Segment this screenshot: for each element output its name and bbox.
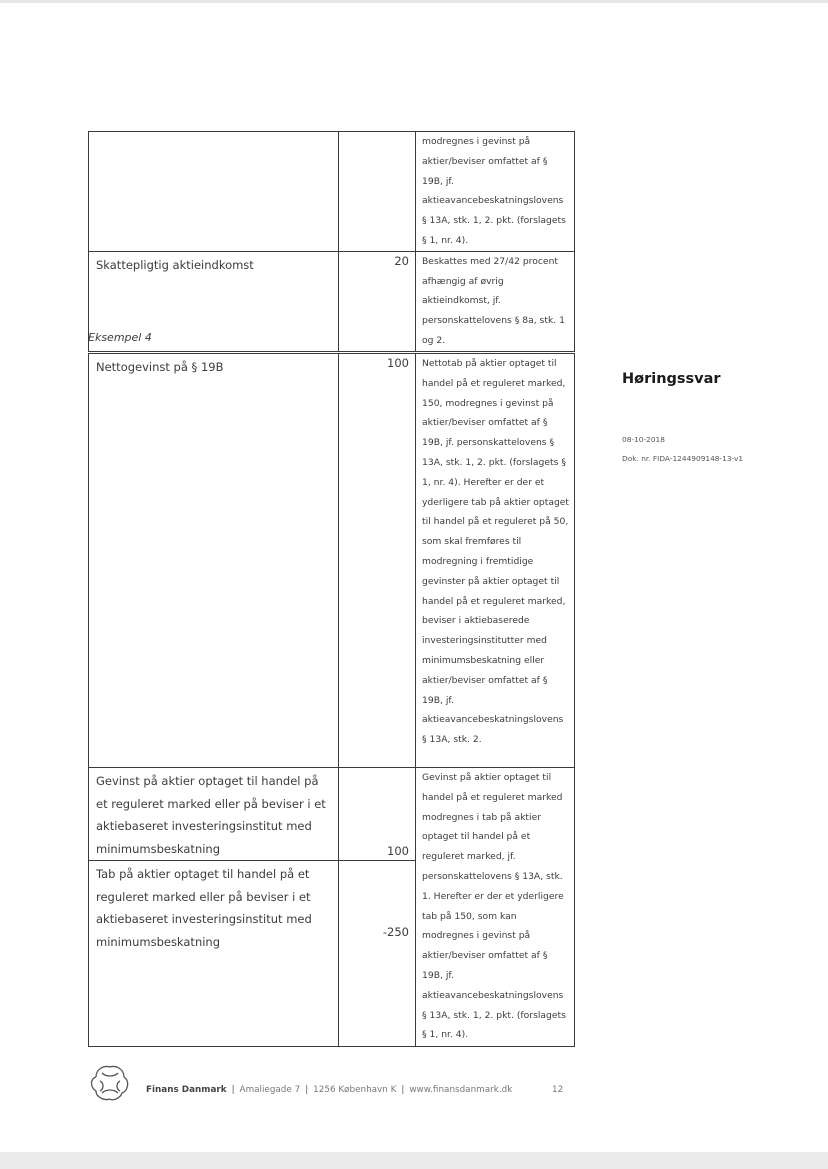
sidebar-document-number: Dok. nr. FIDA-1244909148-13-v1 [622, 454, 744, 463]
table-row [89, 354, 575, 768]
sidebar-date: 08-10-2018 [622, 435, 665, 444]
page-number: 12 [552, 1085, 564, 1095]
footer-address: Amaliegade 7 [239, 1085, 301, 1095]
table-row [89, 132, 575, 252]
footer-website-link[interactable]: www.finansdanmark.dk [409, 1085, 513, 1095]
row-amount: 20 [339, 251, 416, 351]
footer-separator: | [231, 1085, 235, 1095]
row-note: Beskattes med 27/42 procent afhængig af øvrig aktieindkomst, jf. personskattelovens § 8a, stk. 1 og 2. [416, 251, 575, 351]
row-amount: 100 [339, 354, 416, 768]
footer-city: 1256 København K [313, 1085, 397, 1095]
row-label: Tab på aktier optaget til handel på et reguleret marked eller på beviser i et aktiebaseret investeringsinstitut med minimumsbeskatning [89, 861, 339, 1047]
example-4-table [88, 353, 575, 1047]
finans-danmark-logo-icon [88, 1063, 132, 1103]
row-note: Nettotab på aktier optaget til handel på et reguleret marked, 150, modregnes i gevinst på aktier/beviser omfattet af § 19B, jf. personskattelovens § 13A, stk. 1, 2. pkt. (forslagets § 1, nr. 4). Herefter er der et yderligere tab på aktier optaget til handel på et reguleret på 50, som skal fremføres til modregning i fremtidige gevinster på aktier optaget til handel på et reguleret marked, beviser i aktiebaserede investeringsinstitutter med minimumsbeskatning eller aktier/beviser omfattet af § 19B, jf. aktieavancebeskatningslovens § 13A, stk. 2. [416, 354, 575, 768]
row-amount: -250 [339, 861, 416, 1047]
row-label: Nettogevinst på § 19B [89, 354, 339, 768]
footer-separator: | [401, 1085, 405, 1095]
example-label: Eksempel 4 [88, 331, 152, 344]
sidebar-title: Høringssvar [622, 371, 721, 387]
footer-separator: | [305, 1085, 309, 1095]
row-amount [339, 132, 416, 252]
table-row [89, 251, 575, 351]
row-label: Skattepligtig aktieindkomst [89, 251, 339, 351]
row-amount: 100 [339, 768, 416, 861]
tax-table-continued [88, 131, 575, 352]
top-rule [0, 0, 828, 3]
row-note: Gevinst på aktier optaget til handel på et reguleret marked modregnes i tab på aktier optaget til handel på et reguleret marked, jf. personskattelovens § 13A, stk. 1. Herefter er der et yderligere tab på 150, som kan modregnes i gevinst på aktier/beviser omfattet af § 19B, jf. aktieavancebeskatningslovens § 13A, stk. 1, 2. pkt. (forslagets § 1, nr. 4). [416, 768, 575, 1047]
bottom-shade [0, 1152, 828, 1169]
footer-brand: Finans Danmark [146, 1085, 227, 1095]
row-note: modregnes i gevinst på aktier/beviser omfattet af § 19B, jf. aktieavancebeskatningslovens § 13A, stk. 1, 2. pkt. (forslagets § 1, nr. 4). [416, 132, 575, 252]
row-label: Gevinst på aktier optaget til handel på et reguleret marked eller på beviser i et aktiebaseret investeringsinstitut med minimumsbeskatning [89, 768, 339, 861]
row-label [89, 132, 339, 252]
footer [146, 1085, 512, 1095]
table-row [89, 768, 575, 861]
